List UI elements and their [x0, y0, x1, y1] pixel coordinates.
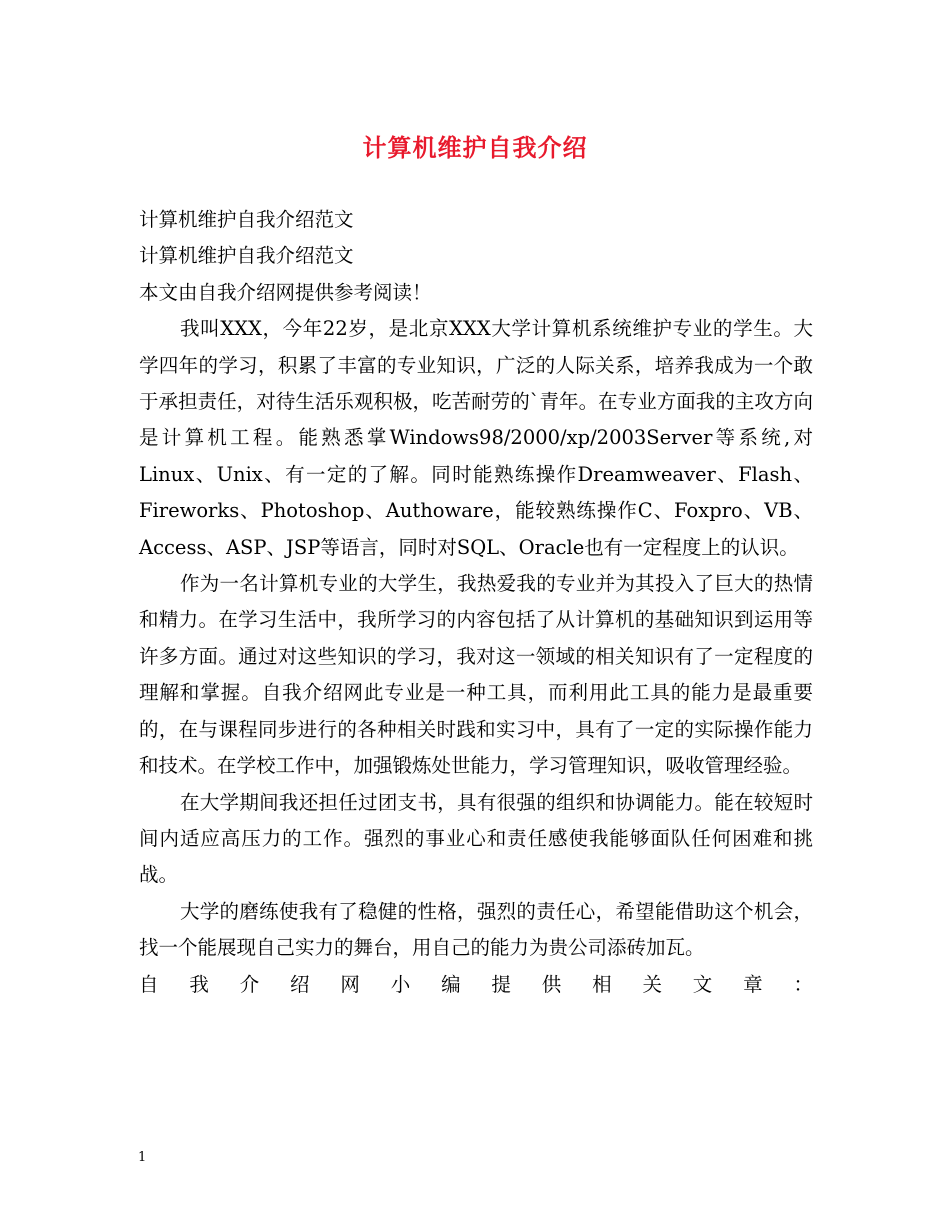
paragraph-leadership: 在大学期间我还担任过团支书，具有很强的组织和协调能力。能在较短时间内适应高压力的工作。强烈的事业心和责任感使我能够面队任何困难和挑战。: [139, 790, 813, 887]
related-articles-line: 自我介绍网小编提供相关文章：: [139, 972, 813, 996]
paragraph-study: 作为一名计算机专业的大学生，我热爱我的专业并为其投入了巨大的热情和精力。在学习生活中，我所学习的内容包括了从计算机的基础知识到运用等许多方面。通过对这些知识的学习，我对这一领域的相关知识有了一定程度的理解和掌握。自我介绍网此专业是一种工具，而利用此工具的能力是最重要的，在与课程同步进行的各种相关时践和实习中，具有了一定的实际操作能力和技术。在学校工作中，加强锻炼处世能力，学习管理知识，吸收管理经验。: [139, 572, 813, 778]
paragraph-intro: 我叫XXX，今年22岁，是北京XXX大学计算机系统维护专业的学生。大学四年的学习，积累了丰富的专业知识，广泛的人际关系，培养我成为一个敢于承担责任，对待生活乐观积极，吃苦耐劳的`青年。在专业方面我的主攻方向是计算机工程。能熟悉掌Windows98/2000/xp/2003Server等系统,对Linux、Unix、有一定的了解。同时能熟练操作Dreamweaver、Flash、Fireworks、Photoshop、Authoware，能较熟练操作C、Foxpro、VB、Access、ASP、JSP等语言，同时对SQL、Oracle也有一定程度上的认识。: [139, 317, 813, 559]
subtitle-line: 计算机维护自我介绍范文: [139, 208, 354, 231]
source-note: 本文由自我介绍网提供参考阅读！: [139, 280, 432, 304]
document-title: 计算机维护自我介绍: [362, 133, 588, 162]
paragraph-closing: 大学的磨练使我有了稳健的性格，强烈的责任心，希望能借助这个机会，找一个能展现自己实力的舞台，用自己的能力为贵公司添砖加瓦。: [139, 899, 813, 960]
page-number: 1: [138, 1150, 147, 1165]
subtitle-line-indented: 计算机维护自我介绍范文: [139, 244, 354, 268]
document-body: [139, 202, 813, 1003]
